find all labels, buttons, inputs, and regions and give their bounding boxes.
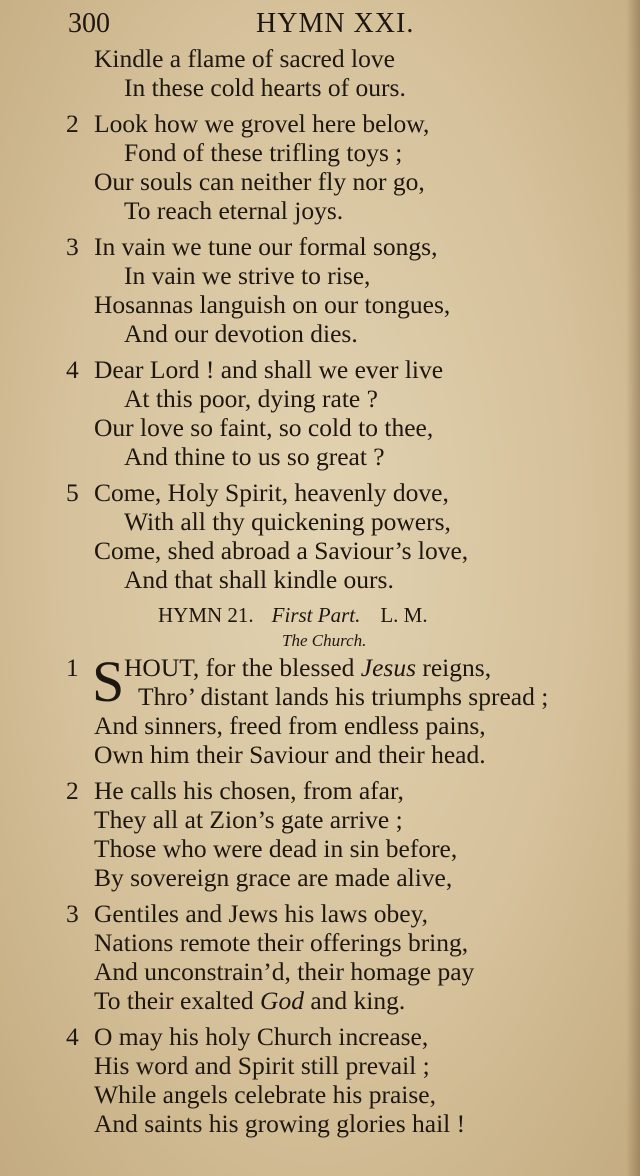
verse-line [0, 986, 640, 1015]
verse-line: Our love so faint, so cold to thee, [94, 413, 434, 442]
verse-italic: God [260, 986, 304, 1015]
verse-line: Fond of these trifling toys ; [124, 138, 403, 167]
verse-line: His word and Spirit still prevail ; [94, 1051, 430, 1080]
new-stanza-4 [0, 1022, 640, 1138]
verse-line: Thro’ distant lands his triumphs spread ; [138, 682, 549, 711]
verse-text: reigns, [416, 653, 492, 682]
verse-line: And unconstrain’d, their homage pay [94, 957, 475, 986]
page-text [0, 44, 640, 1145]
stanza-number: 3 [66, 232, 79, 261]
verse-line: At this poor, dying rate ? [124, 384, 378, 413]
verse-line: And saints his growing glories hail ! [94, 1109, 466, 1138]
stanza-4 [0, 355, 640, 471]
verse-line: And sinners, freed from endless pains, [94, 711, 486, 740]
verse-line: And thine to us so great ? [124, 442, 385, 471]
verse-line: Come, Holy Spirit, heavenly dove, [94, 478, 449, 507]
verse-line: Kindle a flame of sacred love [94, 44, 395, 73]
hymn-meter: L. M. [380, 603, 428, 627]
verse-line: Gentiles and Jews his laws obey, [94, 899, 429, 928]
stanza-number: 1 [66, 653, 79, 682]
page-number: 300 [68, 8, 110, 39]
stanza-3 [0, 232, 640, 348]
verse-line: Hosannas languish on our tongues, [94, 290, 451, 319]
verse-line: By sovereign grace are made alive, [94, 863, 453, 892]
stanza-2 [0, 109, 640, 225]
verse-line: Own him their Saviour and their head. [94, 740, 486, 769]
hymn-part: First Part. [271, 603, 361, 627]
verse-line: He calls his chosen, from afar, [94, 776, 404, 805]
verse-line: Look how we grovel here below, [94, 109, 430, 138]
page-header [0, 8, 640, 44]
verse-line: Nations remote their offerings bring, [94, 928, 469, 957]
hymn-number: HYMN 21. [158, 603, 254, 627]
verse-line: Our souls can neither fly nor go, [94, 167, 425, 196]
verse-line: To reach eternal joys. [124, 196, 344, 225]
verse-line: And that shall kindle ours. [124, 565, 394, 594]
verse-line: With all thy quickening powers, [124, 507, 451, 536]
stanza-number: 4 [66, 355, 79, 384]
verse-line: And our devotion dies. [124, 319, 358, 348]
verse-text: To their exalted [94, 986, 261, 1015]
drop-cap: S [92, 649, 125, 714]
verse-line: While angels celebrate his praise, [94, 1080, 436, 1109]
stanza-number: 4 [66, 1022, 79, 1051]
verse-line: Come, shed abroad a Saviour’s love, [94, 536, 469, 565]
verse-line: Those who were dead in sin before, [94, 834, 458, 863]
verse-line: Dear Lord ! and shall we ever live [94, 355, 444, 384]
stanza-number: 2 [66, 776, 79, 805]
verse-line: O may his holy Church increase, [94, 1022, 429, 1051]
hymn-heading [0, 601, 640, 629]
verse-text: and king. [303, 986, 406, 1015]
hymn-subtitle: The Church. [282, 631, 367, 650]
verse-italic: Jesus [360, 653, 416, 682]
new-stanza-2 [0, 776, 640, 892]
verse-line: In vain we tune our formal songs, [94, 232, 438, 261]
stanza-number: 5 [66, 478, 79, 507]
carryover-stanza [0, 44, 640, 102]
verse-line: In these cold hearts of ours. [124, 73, 406, 102]
stanza-5 [0, 478, 640, 594]
verse-line: They all at Zion’s gate arrive ; [94, 805, 403, 834]
verse-line: In vain we strive to rise, [124, 261, 371, 290]
running-head: HYMN XXI. [256, 8, 415, 39]
stanza-number: 2 [66, 109, 79, 138]
verse-text: HOUT, for the blessed [124, 653, 361, 682]
new-stanza-1 [0, 649, 640, 769]
stanza-number: 3 [66, 899, 79, 928]
new-stanza-3 [0, 899, 640, 1015]
